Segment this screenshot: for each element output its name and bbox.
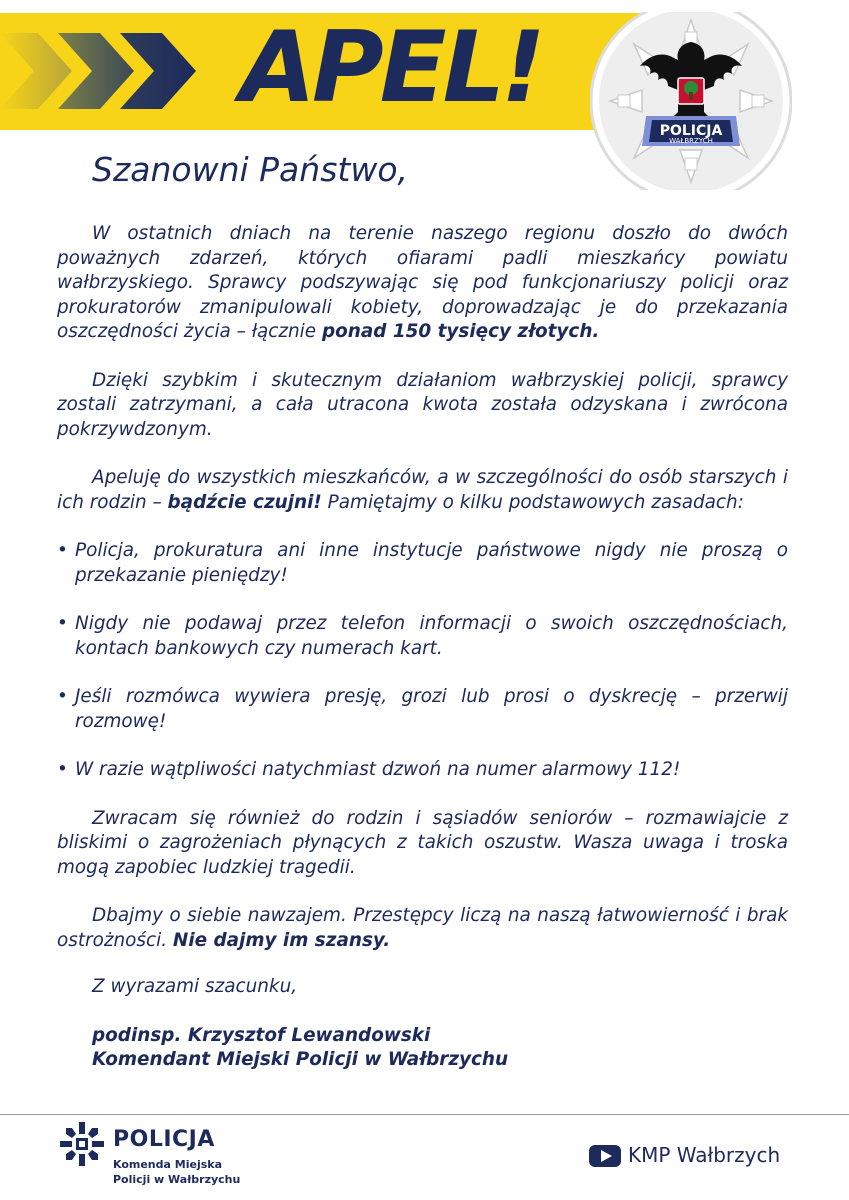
list-item: • Policja, prokuratura ani inne instytucje państwowe nigdy nie proszą o przekazanie pieniędzy! (57, 540, 788, 586)
paragraph-2: Dzięki szybkim i skutecznym działaniom wałbrzyskiej policji, sprawcy zostali zatrzymani, a cała utracona kwota została odzyskana i zwrócona pokrzywdzonym. (57, 369, 788, 440)
signature-closing: Z wyrazami szacunku, (92, 976, 298, 997)
list-item: • W razie wątpliwości natychmiast dzwoń na numer alarmowy 112! (57, 759, 681, 780)
paragraph-5: Dbajmy o siebie nawzajem. Przestępcy liczą na naszą łatwowierność i brak ostrożności. Nie dajmy im szansy. (57, 905, 788, 951)
paragraph-4: Zwracam się również do rodzin i sąsiadów seniorów – rozmawiajcie z bliskimi o zagrożeniach płynących z takich oszustw. Wasza uwaga i troska mogą zapobiec ludzkiej tragedii. (57, 807, 788, 878)
youtube-icon[interactable] (589, 1145, 621, 1167)
badge-text-sub: WAŁBRZYCH (669, 137, 713, 145)
footer-brand: POLICJA (113, 1127, 215, 1152)
list-item: • Jeśli rozmówca wywiera presję, grozi lub prosi o dyskrecję – przerwij rozmowę! (57, 686, 788, 732)
paragraph-1: W ostatnich dniach na terenie naszego regionu doszło do dwóch poważnych zdarzeń, których ofiarami padli mieszkańcy powiatu wałbrzyskiego. Sprawcy podszywając się pod funkcjonariuszy policji oraz prokuratorów zmanipulowali kobiety, doprowadzając je do przekazania oszczędności życia – łącznie ponad 150 tysięcy złotych. (57, 223, 788, 342)
signature-name: podinsp. Krzysztof Lewandowski (92, 1024, 431, 1046)
footer-subtitle: Komenda Miejska Policji w Wałbrzychu (113, 1158, 241, 1186)
greeting: Szanowni Państwo, (92, 150, 408, 189)
chevrons-icon (0, 13, 250, 130)
letter-body (57, 222, 788, 1073)
rules-list (57, 539, 788, 783)
signature-role: Komendant Miejski Policji w Wałbrzychu (92, 1049, 509, 1070)
appeal-title: APEL! (240, 11, 542, 125)
paragraph-3: Apeluję do wszystkich mieszkańców, a w szczególności do osób starszych i ich rodzin – bądźcie czujni! Pamiętajmy o kilku podstawowych zasadach: (57, 467, 788, 513)
signature-block (57, 975, 788, 1073)
list-item: • Nigdy nie podawaj przez telefon informacji o swoich oszczędnościach, kontach bankowych czy numerach kart. (57, 613, 788, 659)
police-star-icon (58, 1120, 106, 1168)
badge-text-main: POLICJA (659, 123, 723, 139)
youtube-channel-link[interactable]: KMP Wałbrzych (628, 1143, 781, 1167)
footer-divider (0, 1114, 849, 1115)
police-badge-logo (590, 12, 792, 190)
